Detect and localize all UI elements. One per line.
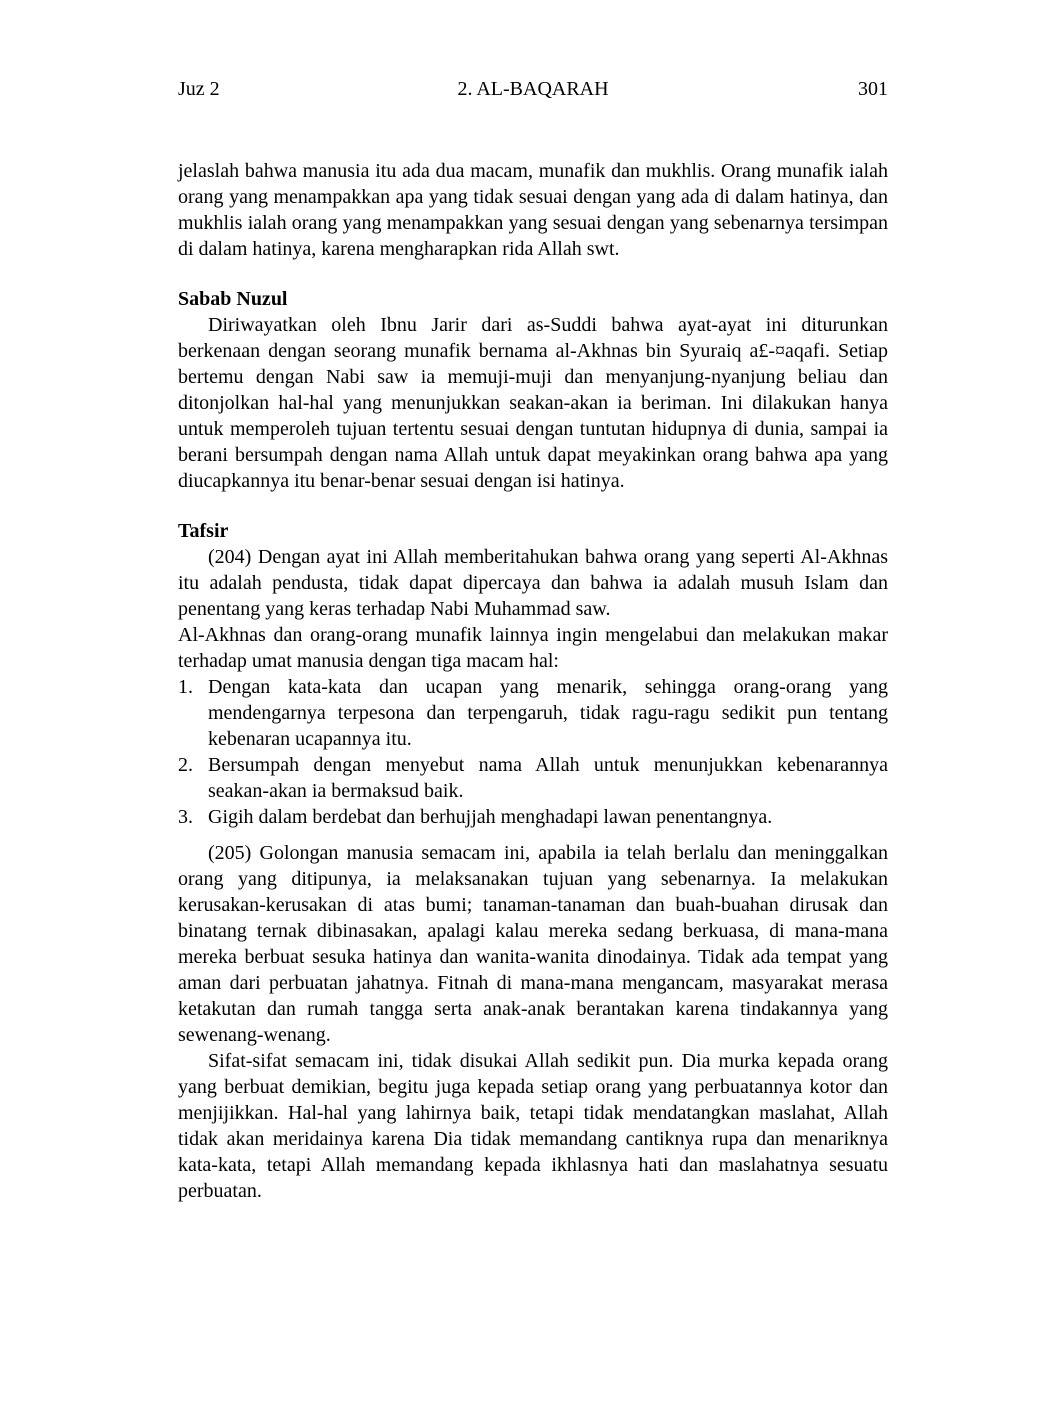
juz-label: Juz 2 xyxy=(178,78,220,100)
sabab-nuzul-heading: Sabab Nuzul xyxy=(178,288,288,310)
tafsir-numbered-list xyxy=(178,674,888,830)
page-header xyxy=(178,76,888,102)
list-item-text: Dengan kata-kata dan ucapan yang menarik, sehingga orang-orang yang mendengarnya terpesona dan terpengaruh, tidak ragu-ragu sedikit pun tentang kebenaran ucapannya itu. xyxy=(208,676,888,750)
tafsir-closing-paragraph: Sifat-sifat semacam ini, tidak disukai Allah sedikit pun. Dia murka kepada orang yang berbuat demikian, begitu juga kepada setiap orang yang perbuatannya kotor dan menjijikkan. Hal-hal yang lahirnya baik, tetapi tidak mendatangkan maslahat, Allah tidak akan meridainya karena Dia tidak memandang cantiknya rupa dan menariknya kata-kata, tetapi Allah memandang kepada ikhlasnya hati dan maslahatnya sesuatu perbuatan. xyxy=(178,1050,888,1202)
list-item xyxy=(178,674,888,752)
list-item-text: Bersumpah dengan menyebut nama Allah untuk menunjukkan kebenarannya seakan-akan ia bermaksud baik. xyxy=(208,754,888,802)
tafsir-paragraph-204b: Al-Akhnas dan orang-orang munafik lainnya ingin mengelabui dan melakukan makar terhadap umat manusia dengan tiga macam hal: xyxy=(178,624,888,672)
sabab-nuzul-paragraph: Diriwayatkan oleh Ibnu Jarir dari as-Suddi bahwa ayat-ayat ini diturunkan berkenaan dengan seorang munafik bernama al-Akhnas bin Syuraiq a£-¤aqafi. Setiap bertemu dengan Nabi saw ia memuji-muji dan menyanjung-nyanjung beliau dan ditonjolkan hal-hal yang menunjukkan seakan-akan ia beriman. Ini dilakukan hanya untuk memperoleh tujuan tertentu sesuai dengan tuntutan hidupnya di dunia, sampai ia berani bersumpah dengan nama Allah untuk dapat meyakinkan orang bahwa apa yang diucapkannya itu benar-benar sesuai dengan isi hatinya. xyxy=(178,314,888,492)
intro-paragraph: jelaslah bahwa manusia itu ada dua macam, munafik dan mukhlis. Orang munafik ialah orang yang menampakkan apa yang tidak sesuai dengan yang ada di dalam hatinya, dan mukhlis ialah orang yang menampakkan yang sesuai dengan yang sebenarnya tersimpan di dalam hatinya, karena mengharapkan rida Allah swt. xyxy=(178,160,888,260)
page-content xyxy=(178,76,888,1204)
list-item xyxy=(178,804,888,830)
tafsir-paragraph-204: (204) Dengan ayat ini Allah memberitahukan bahwa orang yang seperti Al-Akhnas itu adalah pendusta, tidak dapat dipercaya dan bahwa ia adalah musuh Islam dan penentang yang keras terhadap Nabi Muhammad saw. xyxy=(178,546,888,620)
list-item-number: 2. xyxy=(178,754,193,776)
list-item-number: 1. xyxy=(178,676,193,698)
tafsir-heading: Tafsir xyxy=(178,520,229,542)
list-item-number: 3. xyxy=(178,806,193,828)
page-number: 301 xyxy=(858,78,888,100)
list-item xyxy=(178,752,888,804)
surah-title: 2. AL-BAQARAH xyxy=(457,78,609,100)
tafsir-paragraph-205: (205) Golongan manusia semacam ini, apabila ia telah berlalu dan meninggalkan orang yang ditipunya, ia melaksanakan tujuan yang sebenarnya. Ia melakukan kerusakan-kerusakan di atas bumi; tanaman-tanaman dan buah-buahan dirusak dan binatang ternak dibinasakan, apalagi kalau mereka sedang berkuasa, di mana-mana mereka berbuat sesuka hatinya dan wanita-wanita dinodainya. Tidak ada tempat yang aman dari perbuatan jahatnya. Fitnah di mana-mana mengancam, masyarakat merasa ketakutan dan rumah tangga serta anak-anak berantakan karena tindakannya yang sewenang-wenang. xyxy=(178,842,888,1046)
list-item-text: Gigih dalam berdebat dan berhujjah menghadapi lawan penentangnya. xyxy=(208,806,773,828)
